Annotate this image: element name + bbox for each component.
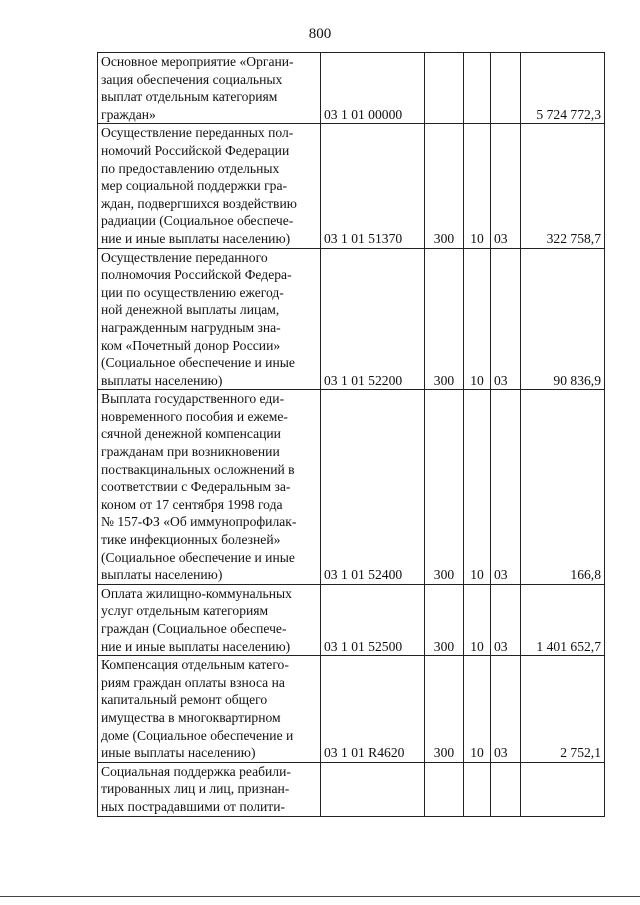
item-name-line: выплат отдельным категориям [101, 89, 278, 105]
item-name-line: номочий Российской Федерации [101, 142, 290, 158]
table-row [98, 124, 605, 248]
item-name-line: радиации (Социальное обеспече- [101, 213, 294, 229]
item-name-line: тике инфекционных болезней» [101, 532, 281, 548]
section-cell: 10 [464, 656, 491, 763]
expense-type-cell [425, 762, 464, 816]
item-name-line: Выплата государственного еди- [101, 391, 285, 407]
budget-table-body [98, 53, 605, 817]
target-article-code-cell: 03 1 01 R4620 [321, 656, 425, 763]
table-row [98, 390, 605, 585]
amount-cell: 2 752,1 [521, 656, 605, 763]
budget-table [97, 52, 605, 817]
amount-cell: 90 836,9 [521, 248, 605, 390]
target-article-code-cell: 03 1 01 51370 [321, 124, 425, 248]
item-name-line: Осуществление переданного [101, 249, 268, 265]
item-name-line: капитальный ремонт общего [101, 692, 268, 708]
subsection-cell [491, 762, 521, 816]
section-cell: 10 [464, 584, 491, 655]
table-row [98, 53, 605, 124]
item-name-line: иные выплаты населению) [101, 745, 256, 761]
item-name-line: ной денежной выплаты лицам, [101, 302, 280, 318]
table-row [98, 656, 605, 763]
item-name-line: соответствии с Федеральным за- [101, 479, 291, 495]
expense-type-cell: 300 [425, 390, 464, 585]
item-name-line: № 157-ФЗ «Об иммунопрофилак- [101, 514, 297, 530]
item-name-line: Компенсация отдельным катего- [101, 657, 289, 673]
item-name-line: поствакцинальных осложнений в [101, 461, 295, 477]
item-name-line: ние и иные выплаты населению) [101, 230, 291, 246]
item-name-line: новременного пособия и ежеме- [101, 408, 288, 424]
subsection-cell [491, 53, 521, 124]
target-article-code-cell [321, 762, 425, 816]
item-name-cell [98, 124, 321, 248]
item-name-line: имущества в многоквартирном [101, 709, 281, 725]
item-name-line: ных пострадавшими от полити- [101, 798, 286, 814]
expense-type-cell: 300 [425, 584, 464, 655]
subsection-cell: 03 [491, 584, 521, 655]
item-name-line: гражданам при возникновении [101, 444, 280, 460]
item-name-line: риям граждан оплаты взноса на [101, 674, 285, 690]
item-name-line: коном от 17 сентября 1998 года [101, 496, 283, 512]
item-name-line: ждан, подвергшихся воздействию [101, 195, 297, 211]
amount-cell [521, 762, 605, 816]
target-article-code-cell: 03 1 01 00000 [321, 53, 425, 124]
item-name-line: выплаты населению) [101, 372, 223, 388]
item-name-line: тированных лиц и лиц, признан- [101, 781, 290, 797]
item-name-line: по предоставлению отдельных [101, 160, 280, 176]
item-name-cell [98, 53, 321, 124]
item-name-line: зация обеспечения социальных [101, 71, 283, 87]
item-name-line: граждан (Социальное обеспече- [101, 621, 287, 636]
item-name-line: ком «Почетный донор России» [101, 337, 281, 353]
section-cell [464, 53, 491, 124]
item-name-cell [98, 248, 321, 390]
section-cell: 10 [464, 390, 491, 585]
item-name-cell [98, 390, 321, 585]
table-row [98, 762, 605, 816]
expense-type-cell: 300 [425, 248, 464, 390]
subsection-cell: 03 [491, 656, 521, 763]
subsection-cell: 03 [491, 390, 521, 585]
item-name-line: Основное мероприятие «Органи- [101, 54, 294, 69]
subsection-cell: 03 [491, 248, 521, 390]
item-name-line: ние и иные выплаты населению) [101, 638, 291, 654]
item-name-line: доме (Социальное обеспечение и [101, 727, 294, 743]
subsection-cell: 03 [491, 124, 521, 248]
target-article-code-cell: 03 1 01 52200 [321, 248, 425, 390]
section-cell [464, 762, 491, 816]
item-name-line: награжденным нагрудным зна- [101, 319, 281, 335]
item-name-cell [98, 656, 321, 763]
item-name-line: сячной денежной компенсации [101, 426, 281, 442]
page-bottom-rule [0, 896, 640, 897]
item-name-line: полномочия Российской Федера- [101, 267, 292, 283]
expense-type-cell: 300 [425, 124, 464, 248]
item-name-cell [98, 762, 321, 816]
target-article-code-cell: 03 1 01 52500 [321, 584, 425, 655]
table-row [98, 584, 605, 655]
amount-cell: 5 724 772,3 [521, 53, 605, 124]
item-name-line: Оплата жилищно-коммунальных [101, 585, 292, 601]
expense-type-cell: 300 [425, 656, 464, 763]
amount-cell: 166,8 [521, 390, 605, 585]
item-name-line: Осуществление переданных пол- [101, 125, 294, 141]
expense-type-cell [425, 53, 464, 124]
target-article-code-cell: 03 1 01 52400 [321, 390, 425, 585]
item-name-line: (Социальное обеспечение и иные [101, 355, 295, 371]
item-name-line: Социальная поддержка реабили- [101, 763, 291, 779]
item-name-line: выплаты населению) [101, 567, 223, 583]
section-cell: 10 [464, 124, 491, 248]
item-name-line: ции по осуществлению ежегод- [101, 284, 284, 300]
table-row [98, 248, 605, 390]
item-name-line: мер социальной поддержки гра- [101, 178, 288, 194]
amount-cell: 322 758,7 [521, 124, 605, 248]
item-name-line: (Социальное обеспечение и иные [101, 549, 295, 565]
item-name-cell [98, 584, 321, 655]
amount-cell: 1 401 652,7 [521, 584, 605, 655]
page-number: 800 [308, 26, 332, 42]
item-name-line: услуг отдельным категориям [101, 603, 269, 619]
section-cell: 10 [464, 248, 491, 390]
item-name-line: граждан» [101, 106, 156, 122]
